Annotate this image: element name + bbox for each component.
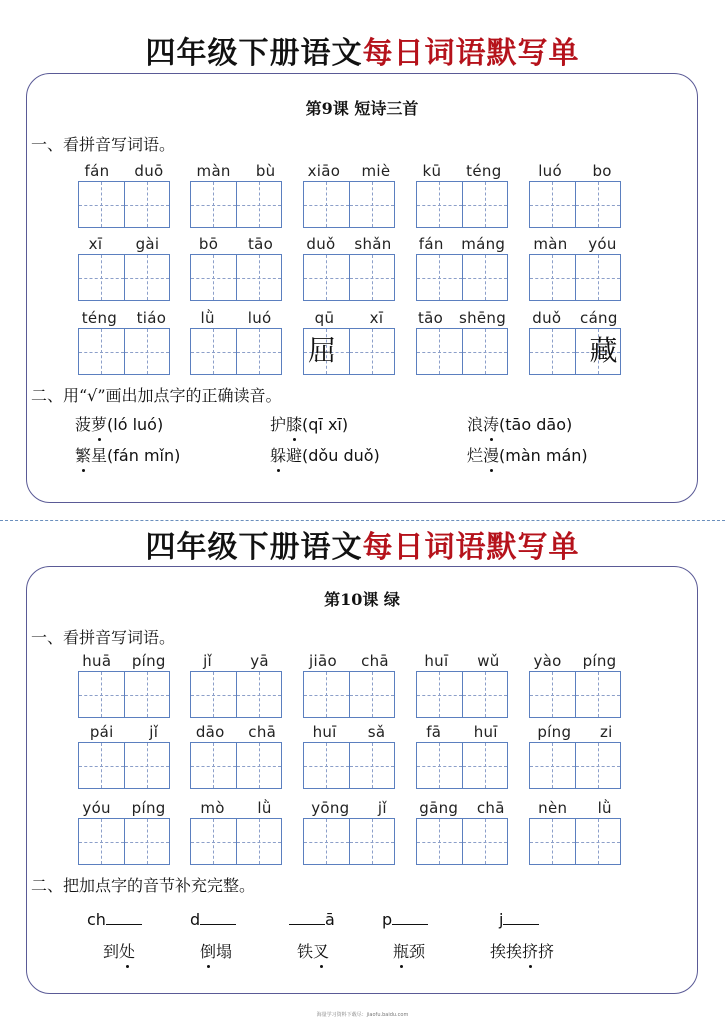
- character-box[interactable]: [349, 743, 395, 788]
- character-box[interactable]: [79, 255, 124, 300]
- cut-line-divider: [0, 520, 725, 521]
- pronunciation-choice-item[interactable]: [467, 443, 588, 466]
- character-box[interactable]: [575, 255, 621, 300]
- pinyin-choices: (màn mán): [499, 446, 588, 465]
- pinyin-syllable: duǒ: [306, 235, 336, 253]
- character-box[interactable]: [530, 329, 575, 374]
- pinyin-syllable: bō: [198, 235, 219, 253]
- tianzige-writing-grid[interactable]: [529, 671, 621, 718]
- pinyin-prompt: [523, 307, 627, 327]
- character-box[interactable]: [236, 182, 282, 227]
- pinyin-choices: (dǒu duǒ): [302, 446, 380, 465]
- tianzige-writing-grid[interactable]: [529, 181, 621, 228]
- character-box[interactable]: [236, 743, 282, 788]
- character-box[interactable]: [191, 255, 236, 300]
- pinyin-choices: (ló luó): [107, 415, 164, 434]
- given-character: 屈: [308, 334, 337, 367]
- pinyin-prompt: [72, 307, 176, 327]
- character-box[interactable]: [575, 743, 621, 788]
- pinyin-choices: (fán mǐn): [107, 446, 181, 465]
- tianzige-writing-grid[interactable]: [416, 328, 508, 375]
- pinyin-prompt: [72, 721, 176, 741]
- title-grade-subject: 四年级下册语文: [145, 530, 363, 565]
- pronunciation-choice-item[interactable]: [467, 412, 572, 435]
- character-box[interactable]: [462, 672, 508, 717]
- character-box[interactable]: [462, 329, 508, 374]
- pinyin-prompt: [523, 721, 627, 741]
- pinyin-prompt: [72, 233, 176, 253]
- dotted-character: 倒: [200, 939, 216, 962]
- pinyin-syllable: shēng: [458, 309, 507, 327]
- pinyin-syllable: gài: [135, 235, 160, 253]
- pinyin-syllable: máng: [461, 235, 506, 253]
- character-box[interactable]: [417, 743, 462, 788]
- pinyin-prompt: [410, 160, 514, 180]
- word-prefix: 到: [103, 942, 120, 961]
- syllable-fill-blank[interactable]: [289, 910, 335, 929]
- pinyin-prompt: [297, 307, 401, 327]
- pinyin-syllable: kū: [422, 162, 442, 180]
- title-dictation-sheet: 每日词语默写单: [362, 36, 580, 71]
- worksheet-card-lesson-10: [26, 566, 698, 994]
- tianzige-writing-grid[interactable]: [529, 742, 621, 789]
- pinyin-syllable: bù: [255, 162, 276, 180]
- pinyin-syllable: xī: [369, 309, 384, 327]
- character-box[interactable]: [79, 329, 124, 374]
- dotted-character: 躲: [270, 443, 286, 466]
- word-suffix: 颈: [409, 942, 426, 961]
- character-box[interactable]: [191, 329, 236, 374]
- blank-line[interactable]: [392, 910, 428, 925]
- pinyin-prompt: [72, 797, 176, 817]
- pinyin-syllable: jǐ: [203, 652, 213, 670]
- word-prefix: 烂: [467, 446, 484, 465]
- blank-line[interactable]: [106, 910, 142, 925]
- tianzige-writing-grid[interactable]: [190, 254, 282, 301]
- tianzige-writing-grid[interactable]: [190, 742, 282, 789]
- pinyin-syllable: màn: [533, 235, 568, 253]
- tianzige-writing-grid[interactable]: [303, 671, 395, 718]
- pinyin-syllable: jǐ: [149, 723, 159, 741]
- character-box[interactable]: [462, 255, 508, 300]
- tianzige-writing-grid[interactable]: [190, 328, 282, 375]
- word-prefix: 铁: [297, 942, 314, 961]
- target-word: [490, 939, 554, 962]
- character-box[interactable]: [191, 672, 236, 717]
- pinyin-prompt: [523, 797, 627, 817]
- syllable-given-start: d: [190, 910, 201, 929]
- character-box[interactable]: [304, 743, 349, 788]
- pinyin-syllable: miè: [361, 162, 391, 180]
- character-box[interactable]: [530, 255, 575, 300]
- pinyin-syllable: téng: [466, 162, 502, 180]
- pinyin-prompt: [410, 233, 514, 253]
- syllable-fill-blank[interactable]: [499, 910, 539, 929]
- character-box[interactable]: [304, 182, 349, 227]
- word-suffix: 星: [91, 446, 108, 465]
- pinyin-syllable: dāo: [195, 723, 225, 741]
- pinyin-syllable: píng: [537, 723, 572, 741]
- dotted-character: 萝: [91, 412, 107, 435]
- tianzige-writing-grid[interactable]: [190, 671, 282, 718]
- target-word: [297, 939, 329, 962]
- pronunciation-choice-item[interactable]: [75, 443, 180, 466]
- tianzige-writing-grid[interactable]: [78, 254, 170, 301]
- tianzige-writing-grid[interactable]: [78, 818, 170, 865]
- pinyin-prompt: [184, 307, 288, 327]
- dotted-character: 处: [119, 939, 135, 962]
- character-box[interactable]: [462, 743, 508, 788]
- pinyin-syllable: píng: [131, 799, 166, 817]
- character-box[interactable]: [79, 743, 124, 788]
- tianzige-writing-grid[interactable]: [529, 818, 621, 865]
- tianzige-writing-grid[interactable]: [416, 671, 508, 718]
- character-box[interactable]: [417, 672, 462, 717]
- character-box[interactable]: [304, 255, 349, 300]
- pinyin-prompt: [523, 650, 627, 670]
- pinyin-syllable: chā: [476, 799, 505, 817]
- character-box[interactable]: [236, 329, 282, 374]
- pinyin-syllable: luó: [538, 162, 562, 180]
- character-box[interactable]: [575, 182, 621, 227]
- character-box[interactable]: [236, 672, 282, 717]
- syllable-given-start: j: [499, 910, 504, 929]
- character-box[interactable]: [530, 182, 575, 227]
- pinyin-prompt: [297, 650, 401, 670]
- pinyin-syllable: téng: [81, 309, 118, 327]
- pinyin-syllable: huī: [312, 723, 337, 741]
- pinyin-syllable: wǔ: [477, 652, 500, 670]
- pinyin-syllable: nèn: [538, 799, 568, 817]
- tianzige-writing-grid[interactable]: [78, 671, 170, 718]
- pinyin-syllable: chā: [361, 652, 389, 670]
- tianzige-writing-grid[interactable]: [190, 818, 282, 865]
- given-character: 藏: [589, 334, 618, 367]
- pronunciation-choice-item[interactable]: [270, 412, 348, 435]
- tianzige-writing-grid[interactable]: [303, 742, 395, 789]
- pinyin-syllable: xiāo: [307, 162, 341, 180]
- word-suffix: 塌: [216, 942, 233, 961]
- character-box[interactable]: [417, 255, 462, 300]
- pinyin-syllable: lǜ: [597, 799, 612, 817]
- pinyin-syllable: yóu: [588, 235, 617, 253]
- pinyin-syllable: fán: [84, 162, 110, 180]
- tianzige-writing-grid[interactable]: [303, 181, 395, 228]
- section-1-instruction: 一、看拼音写词语。: [31, 628, 176, 647]
- title-dictation-sheet: 每日词语默写单: [362, 530, 580, 565]
- character-box[interactable]: [462, 819, 508, 864]
- pinyin-syllable: fán: [418, 235, 444, 253]
- tianzige-writing-grid[interactable]: [416, 818, 508, 865]
- character-box[interactable]: [575, 819, 621, 864]
- pinyin-syllable: tāo: [247, 235, 274, 253]
- pinyin-prompt: [410, 307, 514, 327]
- character-box[interactable]: [417, 329, 462, 374]
- pinyin-syllable: xī: [88, 235, 103, 253]
- dotted-character: 瓶: [393, 939, 409, 962]
- pinyin-prompt: [523, 160, 627, 180]
- pinyin-syllable: lǜ: [257, 799, 272, 817]
- target-word: [103, 939, 135, 962]
- pinyin-syllable: píng: [131, 652, 166, 670]
- tianzige-writing-grid[interactable]: [78, 181, 170, 228]
- pinyin-prompt: [72, 650, 176, 670]
- character-box[interactable]: [575, 329, 621, 374]
- character-box[interactable]: [349, 672, 395, 717]
- word-prefix: 菠: [75, 415, 92, 434]
- section-1-instruction: 一、看拼音写词语。: [31, 135, 176, 154]
- dotted-character: 繁: [75, 443, 91, 466]
- pinyin-syllable: huī: [473, 723, 498, 741]
- pinyin-syllable: píng: [582, 652, 617, 670]
- word-prefix: 挨挨: [490, 942, 523, 961]
- tianzige-writing-grid[interactable]: [416, 254, 508, 301]
- tianzige-writing-grid[interactable]: [78, 328, 170, 375]
- word-suffix: 避: [286, 446, 303, 465]
- pinyin-syllable: mò: [200, 799, 225, 817]
- pinyin-prompt: [297, 797, 401, 817]
- syllable-fill-blank[interactable]: [190, 910, 236, 929]
- character-box[interactable]: [191, 743, 236, 788]
- character-box[interactable]: [124, 819, 170, 864]
- syllable-fill-blank[interactable]: [87, 910, 142, 929]
- character-box[interactable]: [79, 182, 124, 227]
- tianzige-writing-grid[interactable]: [529, 254, 621, 301]
- footer-source-note: 海量学习资料下载尽：jiaofu.baidu.com: [316, 1012, 409, 1018]
- character-box[interactable]: [304, 329, 349, 374]
- tianzige-writing-grid[interactable]: [416, 742, 508, 789]
- target-word: [200, 939, 232, 962]
- dotted-character: 膝: [286, 412, 302, 435]
- syllable-given-start: p: [382, 910, 393, 929]
- pinyin-syllable: huā: [82, 652, 112, 670]
- pinyin-syllable: luó: [247, 309, 272, 327]
- pinyin-syllable: fā: [426, 723, 442, 741]
- pinyin-prompt: [297, 233, 401, 253]
- pinyin-syllable: yōng: [311, 799, 350, 817]
- pinyin-syllable: yā: [250, 652, 269, 670]
- pinyin-prompt: [410, 721, 514, 741]
- character-box[interactable]: [124, 255, 170, 300]
- dotted-character: 涛: [483, 412, 499, 435]
- blank-line[interactable]: [200, 910, 236, 925]
- pinyin-syllable: duō: [134, 162, 164, 180]
- tianzige-writing-grid[interactable]: [78, 742, 170, 789]
- pinyin-prompt: [410, 797, 514, 817]
- character-box[interactable]: [191, 819, 236, 864]
- pinyin-syllable: cáng: [580, 309, 618, 327]
- tianzige-writing-grid[interactable]: [303, 328, 395, 375]
- pinyin-syllable: huī: [424, 652, 449, 670]
- character-box[interactable]: [349, 255, 395, 300]
- section-2-instruction: 二、用“√”画出加点字的正确读音。: [31, 386, 282, 405]
- pinyin-syllable: sǎ: [367, 723, 386, 741]
- pinyin-syllable: shǎn: [354, 235, 392, 253]
- tianzige-writing-grid[interactable]: [529, 328, 621, 375]
- pinyin-syllable: gāng: [419, 799, 459, 817]
- pinyin-choices: (qī xī): [302, 415, 349, 434]
- pinyin-prompt: [410, 650, 514, 670]
- character-box[interactable]: [349, 329, 395, 374]
- character-box[interactable]: [236, 819, 282, 864]
- worksheet-title: [0, 530, 725, 566]
- tianzige-writing-grid[interactable]: [303, 818, 395, 865]
- pinyin-syllable: qū: [314, 309, 335, 327]
- syllable-given-end: ā: [325, 910, 335, 929]
- pinyin-prompt: [184, 160, 288, 180]
- lesson-heading: 第9课 短诗三首: [305, 99, 419, 118]
- character-box[interactable]: [530, 743, 575, 788]
- character-box[interactable]: [462, 182, 508, 227]
- worksheet-card-lesson-9: [26, 73, 698, 503]
- character-box[interactable]: [530, 672, 575, 717]
- pinyin-prompt: [72, 160, 176, 180]
- pinyin-syllable: lǜ: [200, 309, 215, 327]
- target-word: [393, 939, 425, 962]
- title-grade-subject: 四年级下册语文: [145, 36, 363, 71]
- tianzige-writing-grid[interactable]: [190, 181, 282, 228]
- pinyin-syllable: tāo: [417, 309, 444, 327]
- character-box[interactable]: [124, 182, 170, 227]
- pinyin-prompt: [184, 721, 288, 741]
- pinyin-syllable: màn: [196, 162, 231, 180]
- character-box[interactable]: [191, 182, 236, 227]
- word-prefix: 浪: [467, 415, 484, 434]
- dotted-character: 叉: [313, 939, 329, 962]
- section-2-instruction: 二、把加点字的音节补充完整。: [31, 876, 256, 895]
- pinyin-prompt: [184, 797, 288, 817]
- pinyin-syllable: tiáo: [136, 309, 167, 327]
- pinyin-prompt: [297, 160, 401, 180]
- blank-line[interactable]: [289, 910, 325, 925]
- word-suffix: 挤: [538, 942, 555, 961]
- pinyin-syllable: yóu: [82, 799, 111, 817]
- character-box[interactable]: [349, 182, 395, 227]
- tianzige-writing-grid[interactable]: [416, 181, 508, 228]
- syllable-fill-blank[interactable]: [382, 910, 428, 929]
- tianzige-writing-grid[interactable]: [303, 254, 395, 301]
- pronunciation-choice-item[interactable]: [270, 443, 380, 466]
- pinyin-choices: (tāo dāo): [499, 415, 573, 434]
- pinyin-syllable: zi: [599, 723, 613, 741]
- worksheet-title: [0, 36, 725, 72]
- lesson-heading: 第10课 绿: [324, 590, 400, 609]
- character-box[interactable]: [304, 819, 349, 864]
- character-box[interactable]: [236, 255, 282, 300]
- character-box[interactable]: [304, 672, 349, 717]
- character-box[interactable]: [124, 672, 170, 717]
- character-box[interactable]: [124, 329, 170, 374]
- pinyin-prompt: [297, 721, 401, 741]
- character-box[interactable]: [530, 819, 575, 864]
- blank-line[interactable]: [503, 910, 539, 925]
- dotted-character: 漫: [483, 443, 499, 466]
- character-box[interactable]: [349, 819, 395, 864]
- pinyin-syllable: bo: [592, 162, 612, 180]
- character-box[interactable]: [124, 743, 170, 788]
- character-box[interactable]: [79, 672, 124, 717]
- character-box[interactable]: [417, 182, 462, 227]
- character-box[interactable]: [79, 819, 124, 864]
- syllable-given-start: ch: [87, 910, 106, 929]
- word-prefix: 护: [270, 415, 287, 434]
- character-box[interactable]: [417, 819, 462, 864]
- pinyin-syllable: chā: [248, 723, 277, 741]
- pinyin-syllable: yào: [533, 652, 562, 670]
- pinyin-syllable: jiāo: [309, 652, 337, 670]
- pinyin-syllable: jǐ: [377, 799, 387, 817]
- character-box[interactable]: [575, 672, 621, 717]
- pinyin-prompt: [184, 233, 288, 253]
- pronunciation-choice-item[interactable]: [75, 412, 163, 435]
- pinyin-syllable: pái: [89, 723, 114, 741]
- pinyin-prompt: [184, 650, 288, 670]
- dotted-character: 挤: [522, 939, 538, 962]
- pinyin-syllable: duǒ: [532, 309, 562, 327]
- pinyin-prompt: [523, 233, 627, 253]
